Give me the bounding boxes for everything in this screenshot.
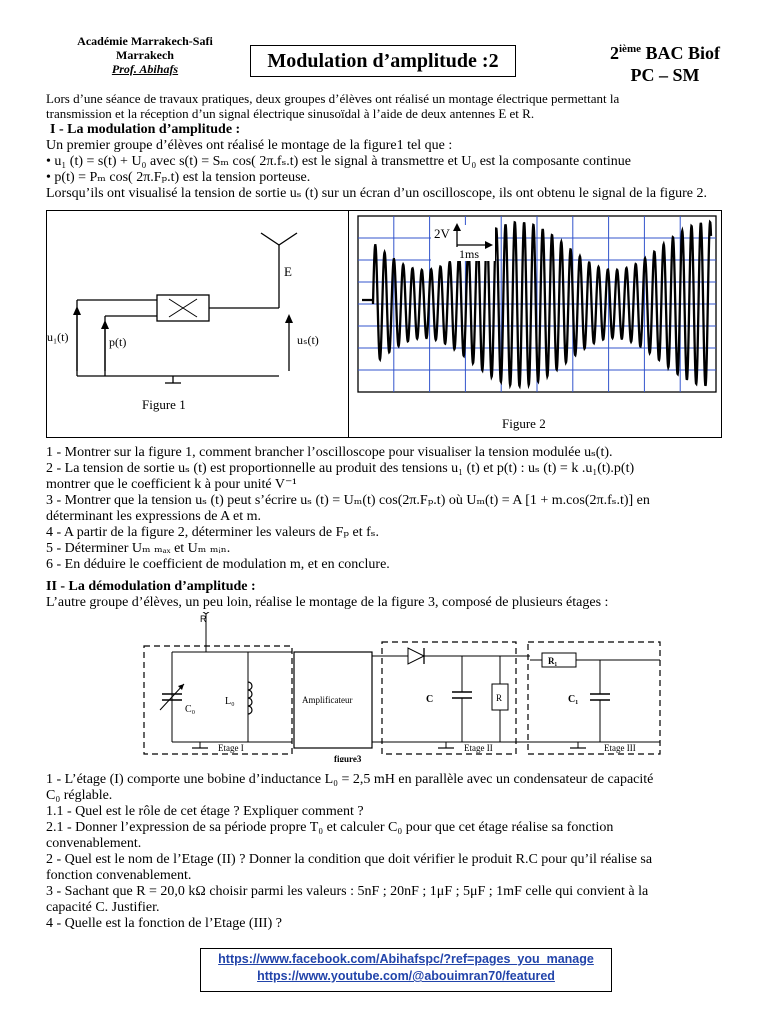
q2-2-1b: convenablement.: [46, 836, 142, 851]
l0-label: L₀: [225, 696, 235, 707]
question-5: 5 - Déterminer Uₘ ₘₐₓ et Uₘ ₘᵢₙ.: [46, 541, 231, 556]
level-number: 2: [610, 43, 619, 63]
c1-label: C₁: [568, 694, 579, 705]
academy-name: Académie Marrakech-Safi: [77, 34, 213, 48]
figure2-caption: Figure 2: [502, 416, 546, 431]
level-track: BAC Biof: [640, 43, 720, 63]
level-stream: PC – SM: [630, 65, 700, 85]
vertical-scale-label: 2V: [434, 226, 450, 241]
school-header: [40, 34, 250, 76]
intro-paragraph: [46, 91, 619, 121]
q2-1b: C₀ réglable.: [46, 788, 113, 803]
q2-1a: 1 - L’étage (I) comporte une bobine d’inductance L₀ = 2,5 mH en parallèle avec un condensateur de capacité: [46, 772, 654, 787]
figure2-oscillogram: [349, 211, 721, 437]
question-6: 6 - En déduire le coefficient de modulation m, et en conclure.: [46, 557, 390, 572]
q2-3b: capacité C. Justifier.: [46, 900, 160, 915]
stage3-label: Etage III: [604, 743, 636, 753]
question-2b: montrer que le coefficient k à pour unité V⁻¹: [46, 477, 297, 492]
question-1: 1 - Montrer sur la figure 1, comment brancher l’oscilloscope pour visualiser la tension modulée uₛ(t).: [46, 445, 613, 460]
figure3-caption: figure3: [334, 754, 362, 762]
figure3-panel: [130, 612, 670, 762]
page-title: Modulation d’amplitude :2: [250, 45, 516, 77]
antenna-label: E: [284, 264, 292, 279]
q2-2b: fonction convenablement.: [46, 868, 192, 883]
r-label: R: [496, 693, 503, 703]
figure3-circuit: [130, 612, 670, 762]
stage1-label: Etage I: [218, 743, 244, 753]
c-label: C: [426, 694, 434, 705]
part2-title: II - La démodulation d’amplitude :: [46, 579, 256, 594]
figure1-panel: [46, 210, 350, 438]
part1-line-4: Lorsqu’ils ont visualisé la tension de sortie uₛ (t) sur un écran d’un oscilloscope, ils ont obtenu le signal de la figure 2.: [46, 186, 708, 201]
q2-4: 4 - Quelle est la fonction de l’Etage (III) ?: [46, 916, 282, 931]
level-header: [600, 38, 730, 86]
c0-label: C₀: [185, 704, 196, 715]
intro-line-1: Lors d’une séance de travaux pratiques, deux groupes d’élèves ont réalisé un montage électrique permettant la: [46, 91, 620, 106]
questions-part2: [46, 772, 653, 932]
receiver-antenna-label: R: [200, 614, 207, 624]
facebook-link[interactable]: https://www.facebook.com/Abihafspc/?ref=pages_you_manage: [218, 952, 594, 966]
part1-title: I - La modulation d’amplitude :: [50, 122, 241, 137]
q2-3a: 3 - Sachant que R = 20,0 kΩ choisir parmi les valeurs : 5nF ; 20nF ; 1μF ; 5μF ; 1mF celle qui convient à la: [46, 884, 649, 899]
part1-line-2: • u₁ (t) = s(t) + U₀ avec s(t) = Sₘ cos( 2π.fₛ.t) est le signal à transmettre et U₀ est la composante continue: [46, 154, 631, 169]
q2-2-1a: 2.1 - Donner l’expression de sa période propre T₀ et calculer C₀ pour que cet étage réalise sa fonction: [46, 820, 614, 835]
part1-line-1: Un premier groupe d’élèves ont réalisé le montage de la figure1 tel que :: [46, 138, 453, 153]
intro-line-2: transmission et la réception d’un signal électrique sinusoïdal à l’aide de deux antennes E et R.: [46, 106, 535, 121]
question-2a: 2 - La tension de sortie uₛ (t) est proportionnelle au produit des tensions u₁ (t) et p(t) : uₛ (t) = k .u₁(t).p(t): [46, 461, 635, 476]
q2-2a: 2 - Quel est le nom de l’Etage (II) ? Donner la condition que doit vérifier le produit R.C pour qu’il réalise sa: [46, 852, 653, 867]
u1-label: u₁(t): [47, 330, 69, 344]
q2-1-1: 1.1 - Quel est le rôle de cet étage ? Expliquer comment ?: [46, 804, 364, 819]
figure1-circuit: [47, 211, 349, 437]
p-label: p(t): [109, 335, 127, 349]
city-name: Marrakech: [116, 48, 174, 62]
part1-line-3: • p(t) = Pₘ cos( 2π.Fₚ.t) est la tension porteuse.: [46, 170, 311, 185]
us-label: uₛ(t): [297, 333, 319, 347]
part2-block: [46, 579, 608, 611]
r1-label: R₁: [548, 656, 558, 666]
figure1-caption: Figure 1: [142, 397, 186, 412]
question-4: 4 - A partir de la figure 2, déterminer les valeurs de Fₚ et fₛ.: [46, 525, 379, 540]
questions-part1: [46, 445, 650, 573]
teacher-name: Prof. Abihafs: [111, 62, 179, 76]
amplifier-label: Amplificateur: [302, 695, 353, 705]
question-3b: déterminant les expressions de A et m.: [46, 509, 262, 524]
question-3a: 3 - Montrer que la tension uₛ (t) peut s’écrire uₛ (t) = Uₘ(t) cos(2π.Fₚ.t) où Uₘ(t) = A [1 + m.cos(2π.fₛ.t)] en: [46, 493, 650, 508]
part1-block: [46, 122, 707, 202]
part2-line-1: L’autre groupe d’élèves, un peu loin, réalise le montage de la figure 3, composé de plusieurs étages :: [46, 595, 609, 610]
figure2-panel: [348, 210, 722, 438]
stage2-label: Etage II: [464, 743, 493, 753]
youtube-link[interactable]: https://www.youtube.com/@abouimran70/featured: [257, 969, 555, 983]
time-scale-label: 1ms: [459, 247, 480, 261]
links-box: [200, 948, 612, 992]
level-suffix: ième: [619, 43, 641, 55]
